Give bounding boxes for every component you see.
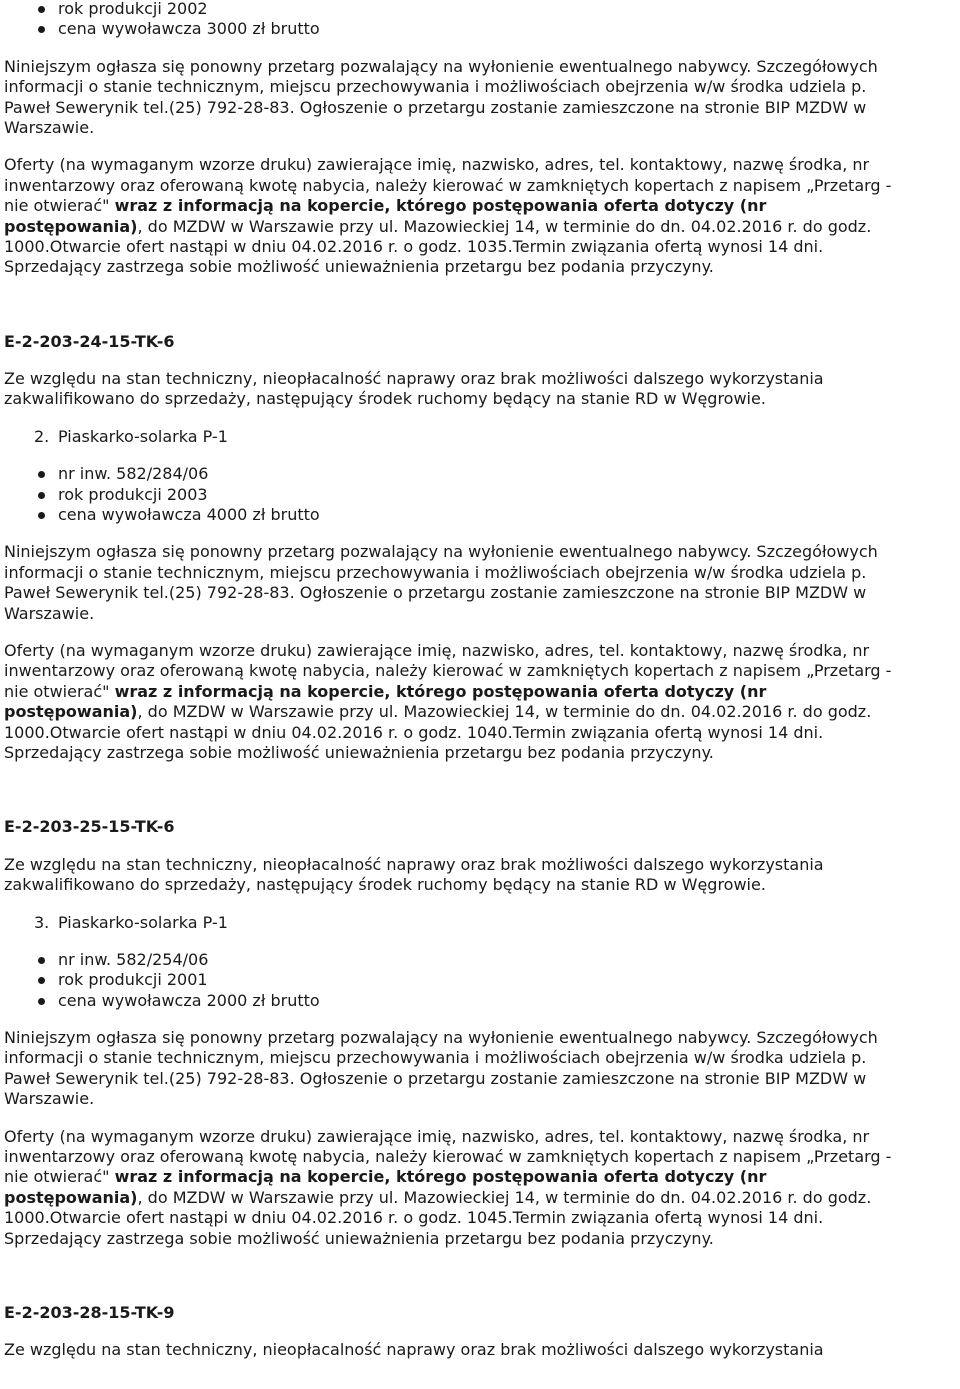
bullet-icon — [38, 977, 45, 984]
list-item: nr inw. 582/284/06 — [4, 464, 960, 484]
offer-instructions: Oferty (na wymaganym wzorze druku) zawierające imię, nazwisko, adres, tel. kontaktowy, nazwę środka, nr inwentarzowy oraz oferowaną kwotę nabycia, należy kierować w zamkniętych kopertach z napisem „Przetarg - nie otwierać" wraz z informacją na kopercie, którego postępowania oferta dotyczy (nr postępowania), do MZDW w Warszawie przy ul. Mazowieckiej 14, w terminie do dn. 04.02.2016 r. do godz. 1000.Otwarcie ofert nastąpi w dniu 04.02.2016 r. o godz. 1040.Termin związania ofertą wynosi 14 dni. Sprzedający zastrzega sobie możliwość unieważnienia przetargu bez podania przyczyny. — [4, 641, 960, 763]
list-item: rok produkcji 2001 — [4, 970, 960, 990]
case-code: E-2-203-25-15-TK-6 — [4, 817, 175, 837]
opening-info: 1000.Otwarcie ofert nastąpi w dniu 04.02.2016 r. o godz. 1035.Termin związania ofertą wynosi 14 dni. — [4, 236, 824, 256]
bullet-icon — [38, 957, 45, 964]
document: rok produkcji 2002 cena wywoławcza 3000 zł brutto Niniejszym ogłasza się ponowny przetarg pozwalający na wyłonienie ewentualnego nabywcy. Szczegółowych informacji o stanie technicznym, miejscu przechowywania i możliwościach obejrzenia w/w środka udziela p. Paweł Sewerynik tel.(25) 792-28-83. Ogłoszenie o przetargu zostanie zamieszczone na stronie BIP MZDW w Warszawie. Oferty (na wymaganym wzorze druku) zawierające imię, nazwisko, adres, tel. kontaktowy, nazwę środka, nr inwentarzowy oraz oferowaną kwotę nabycia, należy kierować w zamkniętych kopertach z napisem „Przetarg - nie otwierać" wraz z informacją na kopercie, którego postępowania oferta dotyczy (nr postępowania), do MZDW w Warszawie przy ul. Mazowieckiej 14, w terminie do dn. 04.02.2016 r. do godz. 1000.Otwarcie ofert nastąpi w dniu 04.02.2016 r. o godz. 1035.Termin związania ofertą wynosi 14 dni. Sprzedający zastrzega sobie możliwość unieważnienia przetargu bez podania przyczyny. E-2-203-24-15-TK-6 Ze względu na stan techniczny, nieopłacalność naprawy oraz brak możliwości dalszego wykorzystania zakwalifikowano do sprzedaży, następujący środek ruchomy będący na stanie RD w Węgrowie. 2. Piaskarko-solarka P-1 nr inw. 582/284/06 rok produkcji 2003 cena wywoławcza 4000 zł brutto Niniejszym ogłasza się ponowny przetarg pozwalający na wyłonienie ewentualnego nabywcy. Szczegółowych informacji o stanie technicznym, miejscu przechowywania i możliwościach obejrzenia w/w środka udziela p. Paweł Sewerynik tel.(25) 792-28-83. Ogłoszenie o przetargu zostanie zamieszczone na stronie BIP MZDW w Warszawie. Oferty (na wymaganym wzorze druku) zawierające imię, nazwisko, adres, tel. kontaktowy, nazwę środka, nr inwentarzowy oraz oferowaną kwotę nabycia, należy kierować w zamkniętych kopertach z napisem „Przetarg - nie otwierać" wraz z informacją na kopercie, którego postępowania oferta dotyczy (nr postępowania), do MZDW w Warszawie przy ul. Mazowieckiej 14, w terminie do dn. 04.02.2016 r. do godz. 1000.Otwarcie ofert nastąpi w dniu 04.02.2016 r. o godz. 1040.Termin związania ofertą wynosi 14 dni. Sprzedający zastrzega sobie możliwość unieważnienia przetargu bez podania przyczyny. E-2-203-25-15-TK-6 Ze względu na stan techniczny, nieopłacalność naprawy oraz brak możliwości dalszego wykorzystania zakwalifikowano do sprzedaży, następujący środek ruchomy będący na stanie RD w Węgrowie. 3. Piaskarko-solarka P-1 nr inw. 582/254/06 rok produkcji 2001 cena wywoławcza 2000 zł brutto Niniejszym ogłasza się ponowny przetarg pozwalający na wyłonienie ewentualnego nabywcy. Szczegółowych informacji o stanie technicznym, miejscu przechowywania i możliwościach obejrzenia w/w środka udziela p. Paweł Sewerynik tel.(25) 792-28-83. Ogłoszenie o przetargu zostanie zamieszczone na stronie BIP MZDW w Warszawie. Oferty (na wymaganym wzorze druku) zawierające imię, nazwisko, adres, tel. kontaktowy, nazwę środka, nr inwentarzowy oraz oferowaną kwotę nabycia, należy kierować w zamkniętych kopertach z napisem „Przetarg - nie otwierać" wraz z informacją na kopercie, którego postępowania oferta dotyczy (nr postępowania), do MZDW w Warszawie przy ul. Mazowieckiej 14, w terminie do dn. 04.02.2016 r. do godz. 1000.Otwarcie ofert nastąpi w dniu 04.02.2016 r. o godz. 1045.Termin związania ofertą wynosi 14 dni. Sprzedający zastrzega sobie możliwość unieważnienia przetargu bez podania przyczyny. E-2-203-28-15-TK-9 Ze względu na stan techniczny, nieopłacalność naprawy oraz brak możliwości dalszego wykorzystania — [4, 0, 960, 1361]
item-title: 3. Piaskarko-solarka P-1 — [34, 912, 228, 932]
bullet-icon — [38, 471, 45, 478]
list-item: rok produkcji 2003 — [4, 485, 960, 505]
list-item: cena wywoławcza 3000 zł brutto — [4, 19, 960, 39]
list-item: nr inw. 582/254/06 — [4, 950, 960, 970]
item-details-list — [4, 0, 960, 40]
list-item: cena wywoławcza 2000 zł brutto — [4, 991, 960, 1011]
opening-info: 1000.Otwarcie ofert nastąpi w dniu 04.02.2016 r. o godz. 1040.Termin związania ofertą wynosi 14 dni. — [4, 722, 824, 742]
list-item: cena wywoławcza 4000 zł brutto — [4, 505, 960, 525]
opening-info: 1000.Otwarcie ofert nastąpi w dniu 04.02.2016 r. o godz. 1045.Termin związania ofertą wynosi 14 dni. — [4, 1208, 824, 1228]
bullet-icon — [38, 512, 45, 519]
list-item: rok produkcji 2002 — [4, 0, 960, 19]
offer-instructions: Oferty (na wymaganym wzorze druku) zawierające imię, nazwisko, adres, tel. kontaktowy, nazwę środka, nr inwentarzowy oraz oferowaną kwotę nabycia, należy kierować w zamkniętych kopertach z napisem „Przetarg - nie otwierać" wraz z informacją na kopercie, którego postępowania oferta dotyczy (nr postępowania), do MZDW w Warszawie przy ul. Mazowieckiej 14, w terminie do dn. 04.02.2016 r. do godz. 1000.Otwarcie ofert nastąpi w dniu 04.02.2016 r. o godz. 1045.Termin związania ofertą wynosi 14 dni. Sprzedający zastrzega sobie możliwość unieważnienia przetargu bez podania przyczyny. — [4, 1127, 960, 1249]
item-title: 2. Piaskarko-solarka P-1 — [34, 426, 228, 446]
case-code: E-2-203-24-15-TK-6 — [4, 331, 175, 351]
item-details-list — [4, 950, 960, 1011]
tender-notice: Niniejszym ogłasza się ponowny przetarg pozwalający na wyłonienie ewentualnego nabywcy. Szczegółowych informacji o stanie technicznym, miejscu przechowywania i możliwościach obejrzenia w/w środka udziela p. Paweł Sewerynik tel.(25) 792-28-83. Ogłoszenie o przetargu zostanie zamieszczone na stronie BIP MZDW w Warszawie. — [4, 542, 878, 623]
tender-notice: Niniejszym ogłasza się ponowny przetarg pozwalający na wyłonienie ewentualnego nabywcy. Szczegółowych informacji o stanie technicznym, miejscu przechowywania i możliwościach obejrzenia w/w środka udziela p. Paweł Sewerynik tel.(25) 792-28-83. Ogłoszenie o przetargu zostanie zamieszczone na stronie BIP MZDW w Warszawie. — [4, 1028, 878, 1109]
bullet-icon — [38, 998, 45, 1005]
bullet-icon — [38, 26, 45, 33]
tender-notice: Niniejszym ogłasza się ponowny przetarg pozwalający na wyłonienie ewentualnego nabywcy. Szczegółowych informacji o stanie technicznym, miejscu przechowywania i możliwościach obejrzenia w/w środka udziela p. Paweł Sewerynik tel.(25) 792-28-83. Ogłoszenie o przetargu zostanie zamieszczone na stronie BIP MZDW w Warszawie. — [4, 56, 878, 137]
offer-instructions: Oferty (na wymaganym wzorze druku) zawierające imię, nazwisko, adres, tel. kontaktowy, nazwę środka, nr inwentarzowy oraz oferowaną kwotę nabycia, należy kierować w zamkniętych kopertach z napisem „Przetarg - nie otwierać" wraz z informacją na kopercie, którego postępowania oferta dotyczy (nr postępowania), do MZDW w Warszawie przy ul. Mazowieckiej 14, w terminie do dn. 04.02.2016 r. do godz. 1000.Otwarcie ofert nastąpi w dniu 04.02.2016 r. o godz. 1035.Termin związania ofertą wynosi 14 dni. Sprzedający zastrzega sobie możliwość unieważnienia przetargu bez podania przyczyny. — [4, 155, 960, 277]
bullet-icon — [38, 6, 45, 13]
case-code: E-2-203-28-15-TK-9 — [4, 1302, 175, 1322]
bullet-icon — [38, 492, 45, 499]
item-details-list — [4, 464, 960, 525]
